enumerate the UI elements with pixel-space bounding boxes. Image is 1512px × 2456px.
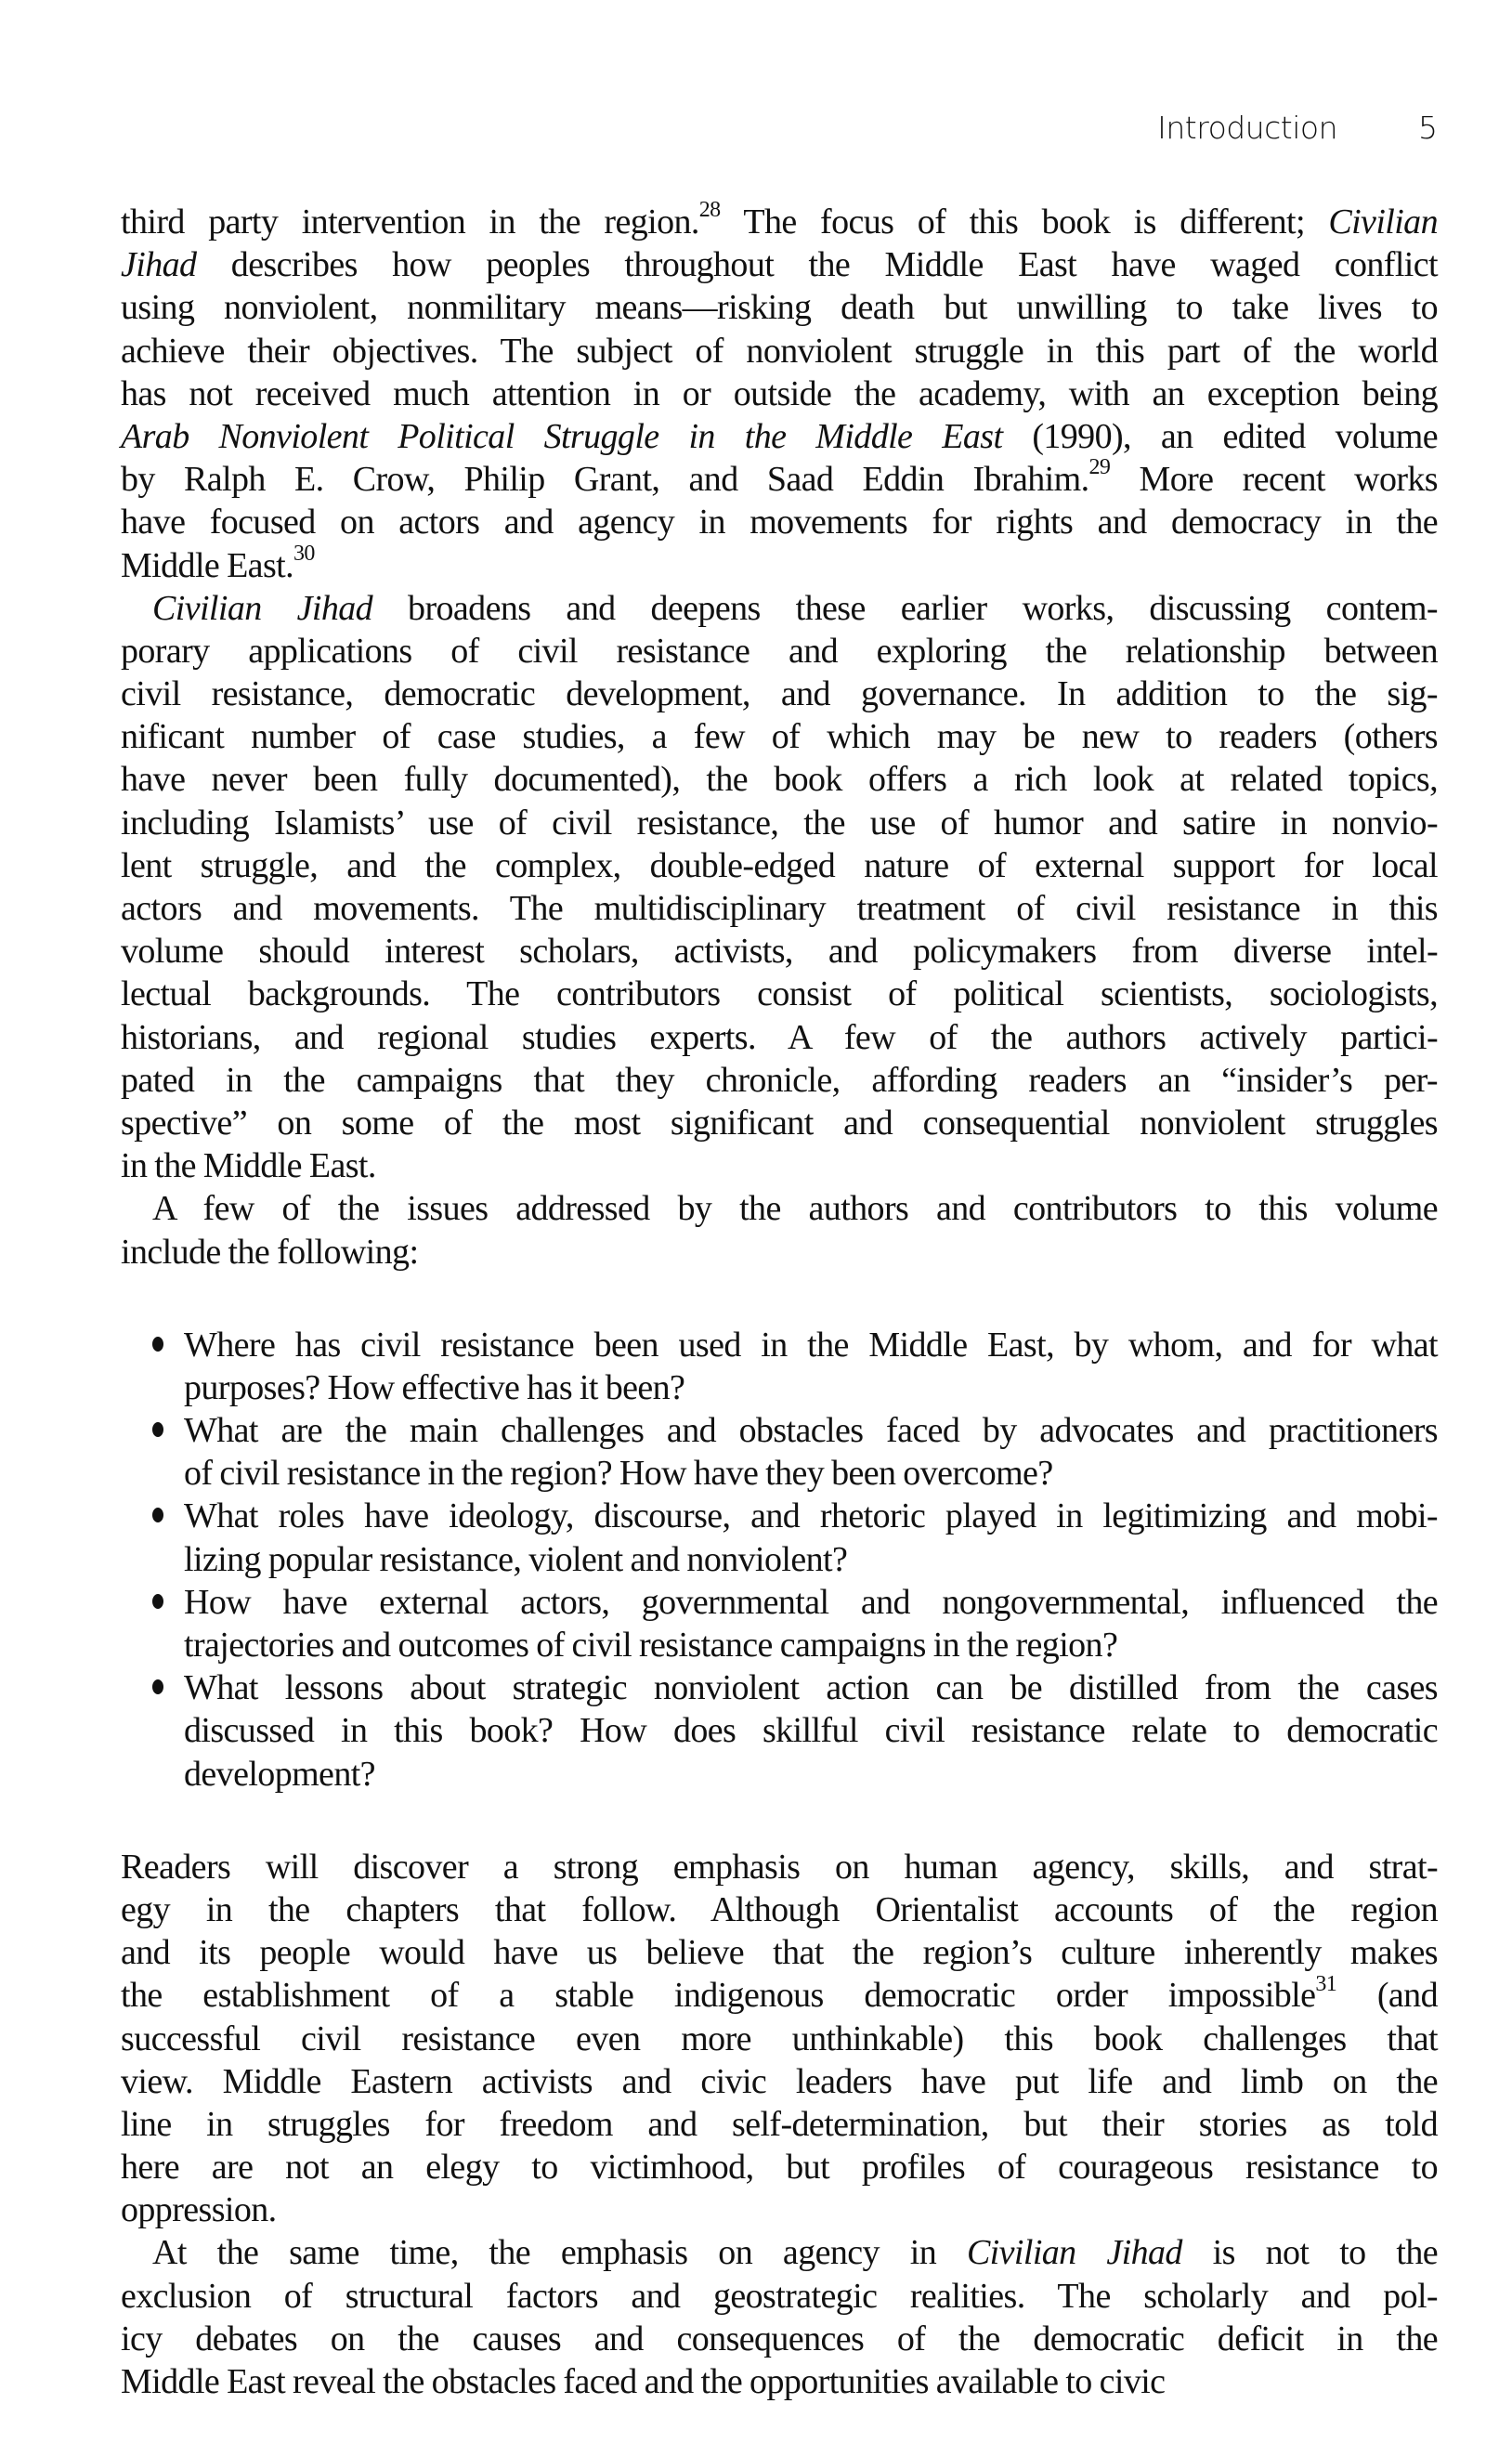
text-line <box>121 2060 1438 2103</box>
text-line <box>121 715 1438 758</box>
text-line <box>121 2188 1438 2231</box>
bullet-dot-icon <box>152 1337 163 1352</box>
text-run[interactable]: have never been fully documented), the book offers a rich look at related topics, <box>121 760 1438 800</box>
text-run[interactable]: Where has civil resistance been used in the Middle East, by whom, and for what <box>184 1325 1438 1365</box>
text-run[interactable]: development? <box>184 1754 375 1794</box>
text-line <box>121 887 1438 930</box>
text-line <box>184 1495 1438 1537</box>
text-line <box>121 1888 1438 1931</box>
text-line <box>121 2103 1438 2146</box>
bullet-dot-icon <box>152 1594 163 1609</box>
text-run[interactable]: lent struggle, and the complex, double-edged nature of external support for local <box>121 845 1438 885</box>
text-line <box>121 2360 1438 2403</box>
text-line <box>184 1324 1438 1366</box>
text-line <box>121 2231 1438 2274</box>
text-line <box>121 587 1438 630</box>
text-line <box>121 415 1438 458</box>
text-run[interactable]: At the same time, the emphasis on agency in <box>152 2233 967 2273</box>
text-run[interactable]: More recent works <box>1110 460 1438 500</box>
text-run[interactable]: (and <box>1336 1976 1438 2016</box>
text-run[interactable]: historians, and regional studies experts. A few of the authors actively partici- <box>121 1017 1438 1057</box>
footnote-ref[interactable]: 29 <box>1088 455 1111 480</box>
text-line <box>121 673 1438 715</box>
text-line <box>184 1366 1438 1409</box>
text-run[interactable]: porary applications of civil resistance and exploring the relationship between <box>121 631 1438 671</box>
text-run[interactable]: line in struggles for freedom and self-determination, but their stories as told <box>121 2104 1438 2144</box>
text-line <box>121 501 1438 543</box>
text-run[interactable]: Readers will discover a strong emphasis on human agency, skills, and strat- <box>121 1847 1438 1887</box>
text-run[interactable]: exclusion of structural factors and geostrategic realities. The scholarly and pol- <box>121 2276 1438 2316</box>
text-run[interactable]: pated in the campaigns that they chronicle, affording readers an “insider’s per- <box>121 1060 1438 1100</box>
text-run[interactable]: A few of the issues addressed by the authors and contributors to this volume <box>152 1189 1438 1229</box>
text-run[interactable]: oppression. <box>121 2190 277 2230</box>
text-line <box>121 844 1438 887</box>
text-line <box>121 2318 1438 2360</box>
text-run[interactable]: What roles have ideology, discourse, and rhetoric played in legitimizing and mobi- <box>184 1496 1438 1536</box>
text-line <box>121 1016 1438 1059</box>
text-run[interactable]: actors and movements. The multidisciplinary treatment of civil resistance in this <box>121 889 1438 928</box>
text-run[interactable]: here are not an elegy to victimhood, but profiles of courageous resistance to <box>121 2148 1438 2188</box>
text-line <box>121 286 1438 329</box>
text-line <box>121 1144 1438 1187</box>
italic-title: Civilian <box>1328 202 1438 242</box>
text-run[interactable]: third party intervention in the region. <box>121 202 699 242</box>
spacer <box>121 1796 1438 1846</box>
footnote-ref[interactable]: 28 <box>698 198 721 223</box>
italic-title: Arab Nonviolent Political Struggle in the Middle East <box>121 416 1003 456</box>
text-line <box>121 243 1438 286</box>
text-line <box>184 1624 1438 1666</box>
text-run[interactable]: successful civil resistance even more unthinkable) this book challenges that <box>121 2018 1438 2058</box>
text-line <box>121 930 1438 973</box>
page-body <box>121 198 1438 2403</box>
text-run[interactable]: using nonviolent, nonmilitary means—risking death but unwilling to take lives to <box>121 288 1438 328</box>
text-run[interactable]: lizing popular resistance, violent and nonviolent? <box>184 1539 848 1579</box>
text-run[interactable]: volume should interest scholars, activists, and policymakers from diverse intel- <box>121 932 1438 972</box>
text-run[interactable]: Middle East reveal the obstacles faced and the opportunities available to civic <box>121 2362 1166 2401</box>
text-line <box>184 1538 1438 1581</box>
text-line <box>184 1581 1438 1624</box>
italic-title: Jihad <box>121 245 197 285</box>
text-line <box>184 1452 1438 1495</box>
text-run[interactable]: How have external actors, governmental and nongovernmental, influenced the <box>184 1582 1438 1622</box>
text-run[interactable]: including Islamists’ use of civil resistance, the use of humor and satire in nonvio- <box>121 803 1438 843</box>
text-run[interactable]: has not received much attention in or outside the academy, with an exception being <box>121 373 1438 413</box>
footnote-ref[interactable]: 30 <box>293 541 315 566</box>
paragraph-p1 <box>121 198 1438 587</box>
text-line <box>121 1846 1438 1888</box>
text-line <box>121 1931 1438 1974</box>
text-run[interactable]: nificant number of case studies, a few of which may be new to readers (others <box>121 717 1438 757</box>
text-line <box>121 1102 1438 1144</box>
text-line <box>121 2146 1438 2188</box>
text-run[interactable]: What lessons about strategic nonviolent action can be distilled from the cases <box>184 1668 1438 1708</box>
text-run[interactable]: trajectories and outcomes of civil resistance campaigns in the region? <box>184 1626 1118 1665</box>
text-line <box>121 2275 1438 2318</box>
issues-bullet-list <box>121 1324 1438 1796</box>
bullet-dot-icon <box>152 1508 163 1522</box>
footnote-ref[interactable]: 31 <box>1315 1971 1337 1996</box>
text-line <box>121 973 1438 1015</box>
text-run[interactable]: purposes? How effective has it been? <box>184 1367 685 1407</box>
bullet-item <box>152 1409 1438 1495</box>
bullet-item <box>152 1495 1438 1580</box>
running-title: Introduction <box>1157 110 1337 146</box>
text-run[interactable]: the establishment of a stable indigenous democratic order impossible <box>121 1976 1316 2016</box>
paragraph-p2 <box>121 587 1438 1188</box>
text-line <box>121 1971 1438 2017</box>
text-line <box>121 2018 1438 2060</box>
italic-title: Civilian Jihad <box>152 588 373 628</box>
text-line <box>121 758 1438 801</box>
text-run[interactable]: discussed in this book? How does skillful civil resistance relate to democratic <box>184 1711 1438 1751</box>
bullet-item <box>152 1581 1438 1666</box>
text-line <box>121 372 1438 415</box>
text-run[interactable]: Middle East. <box>121 545 293 585</box>
spacer <box>121 1274 1438 1324</box>
page-number: 5 <box>1418 110 1438 146</box>
text-run[interactable]: describes how peoples throughout the Middle East have waged conflict <box>196 245 1438 285</box>
text-run[interactable]: of civil resistance in the region? How have they been overcome? <box>184 1454 1053 1494</box>
text-run[interactable]: in the Middle East. <box>121 1146 376 1186</box>
paragraph-p4 <box>121 1846 1438 2232</box>
italic-title: Civilian Jihad <box>966 2233 1182 2273</box>
bullet-dot-icon <box>152 1679 163 1694</box>
text-line <box>121 802 1438 844</box>
text-line <box>121 630 1438 673</box>
text-line <box>121 1187 1438 1230</box>
text-run[interactable]: What are the main challenges and obstacles faced by advocates and practitioners <box>184 1411 1438 1451</box>
text-line <box>121 198 1438 243</box>
text-run[interactable]: include the following: <box>121 1232 419 1272</box>
bullet-dot-icon <box>152 1422 163 1437</box>
text-line <box>121 1231 1438 1274</box>
text-run[interactable]: is not to the <box>1181 2233 1438 2273</box>
intro-paragraphs <box>121 198 1438 1274</box>
text-run[interactable]: lectual backgrounds. The contributors consist of political scientists, sociologists, <box>121 974 1438 1014</box>
text-run[interactable]: by Ralph E. Crow, Philip Grant, and Saad Eddin Ibrahim. <box>121 460 1089 500</box>
text-run[interactable]: and its people would have us believe that the region’s culture inherently makes <box>121 1933 1438 1973</box>
paragraph-p5 <box>121 2231 1438 2403</box>
text-line <box>121 455 1438 501</box>
text-run[interactable]: have focused on actors and agency in movements for rights and democracy in the <box>121 503 1438 542</box>
text-run[interactable]: achieve their objectives. The subject of nonviolent struggle in this part of the world <box>121 331 1438 371</box>
text-run[interactable]: egy in the chapters that follow. Although Orientalist accounts of the region <box>121 1889 1438 1929</box>
bullet-item <box>152 1324 1438 1409</box>
text-line <box>184 1709 1438 1752</box>
text-line <box>121 541 1438 587</box>
text-line <box>184 1409 1438 1452</box>
closing-paragraphs <box>121 1846 1438 2403</box>
running-header <box>0 110 1438 150</box>
text-run[interactable]: icy debates on the causes and consequences of the democratic deficit in the <box>121 2319 1438 2358</box>
text-run[interactable]: civil resistance, democratic development, and governance. In addition to the sig- <box>121 674 1438 714</box>
text-line <box>184 1753 1438 1796</box>
paragraph-p3 <box>121 1187 1438 1273</box>
text-line <box>184 1666 1438 1709</box>
text-run[interactable]: The focus of this book is different; <box>720 202 1329 242</box>
text-run[interactable]: spective” on some of the most significant and consequential nonviolent struggles <box>121 1103 1438 1143</box>
text-run[interactable]: (1990), an edited volume <box>1002 416 1438 456</box>
text-line <box>121 1059 1438 1102</box>
text-run[interactable]: broadens and deepens these earlier works, discussing contem- <box>372 588 1438 628</box>
bullet-item <box>152 1666 1438 1796</box>
text-run[interactable]: view. Middle Eastern activists and civic leaders have put life and limb on the <box>121 2061 1438 2101</box>
text-line <box>121 330 1438 372</box>
